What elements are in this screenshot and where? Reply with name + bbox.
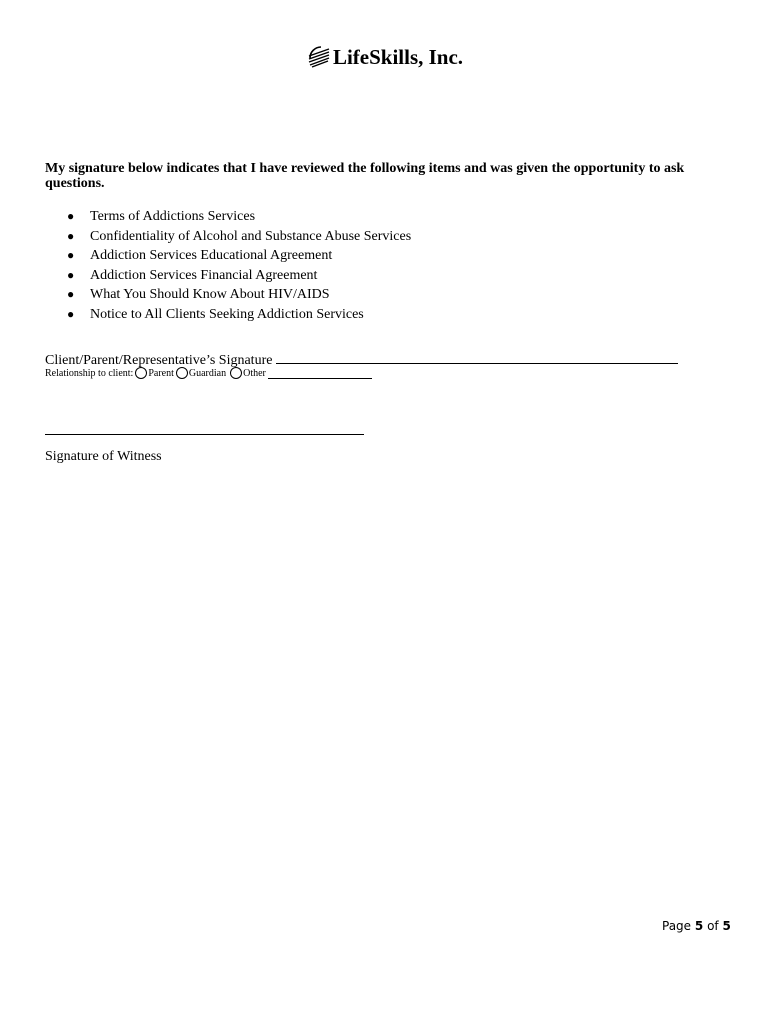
- bullet-icon: ●: [67, 248, 75, 262]
- list-item: [45, 246, 411, 266]
- list-item-text: Addiction Services Educational Agreement: [90, 248, 333, 263]
- relationship-row: [45, 367, 372, 379]
- client-signature-label: Client/Parent/Representative’s Signature: [45, 353, 273, 368]
- witness-signature-field[interactable]: [45, 434, 364, 435]
- page-number: [662, 919, 731, 933]
- total-pages: 5: [722, 919, 731, 933]
- list-item: [45, 305, 411, 325]
- list-item: [45, 207, 411, 227]
- bullet-icon: ●: [67, 228, 75, 243]
- current-page: 5: [694, 919, 704, 933]
- parent-radio[interactable]: [135, 367, 147, 379]
- other-radio[interactable]: [230, 367, 242, 379]
- relationship-label: Relationship to client:: [45, 367, 134, 379]
- list-item: [45, 266, 411, 286]
- document-header: [0, 44, 770, 70]
- list-item-text: Terms of Addictions Services: [90, 209, 256, 224]
- intro-statement: My signature below indicates that I have reviewed the following items and was given the opportunity to ask questions.: [45, 161, 685, 191]
- list-item: [45, 227, 411, 247]
- client-signature-field[interactable]: [276, 351, 678, 364]
- company-name: LifeSkills, Inc.: [332, 44, 464, 69]
- list-item-text: Addiction Services Financial Agreement: [90, 267, 318, 283]
- list-item-text: Notice to All Clients Seeking Addiction Services: [90, 306, 364, 322]
- bullet-icon: ●: [67, 209, 75, 223]
- list-item: [45, 285, 411, 305]
- guardian-option-label: Guardian: [188, 367, 227, 379]
- bullet-icon: ●: [67, 267, 75, 282]
- other-option-label: Other: [243, 367, 266, 379]
- parent-option-label: Parent: [148, 367, 174, 379]
- page-word: Page: [662, 919, 692, 933]
- bullet-icon: ●: [67, 287, 75, 301]
- other-text-field[interactable]: [268, 368, 372, 379]
- guardian-radio[interactable]: [176, 367, 188, 379]
- reviewed-items-list: [45, 207, 411, 324]
- list-item-text: Confidentiality of Alcohol and Substance Abuse Services: [90, 228, 412, 244]
- list-item-text: What You Should Know About HIV/AIDS: [90, 287, 330, 302]
- company-logo: [307, 44, 463, 70]
- of-word: of: [707, 919, 719, 933]
- lifeskills-logo-icon: [307, 44, 331, 70]
- bullet-icon: ●: [67, 306, 75, 321]
- witness-signature-label: Signature of Witness: [45, 449, 162, 464]
